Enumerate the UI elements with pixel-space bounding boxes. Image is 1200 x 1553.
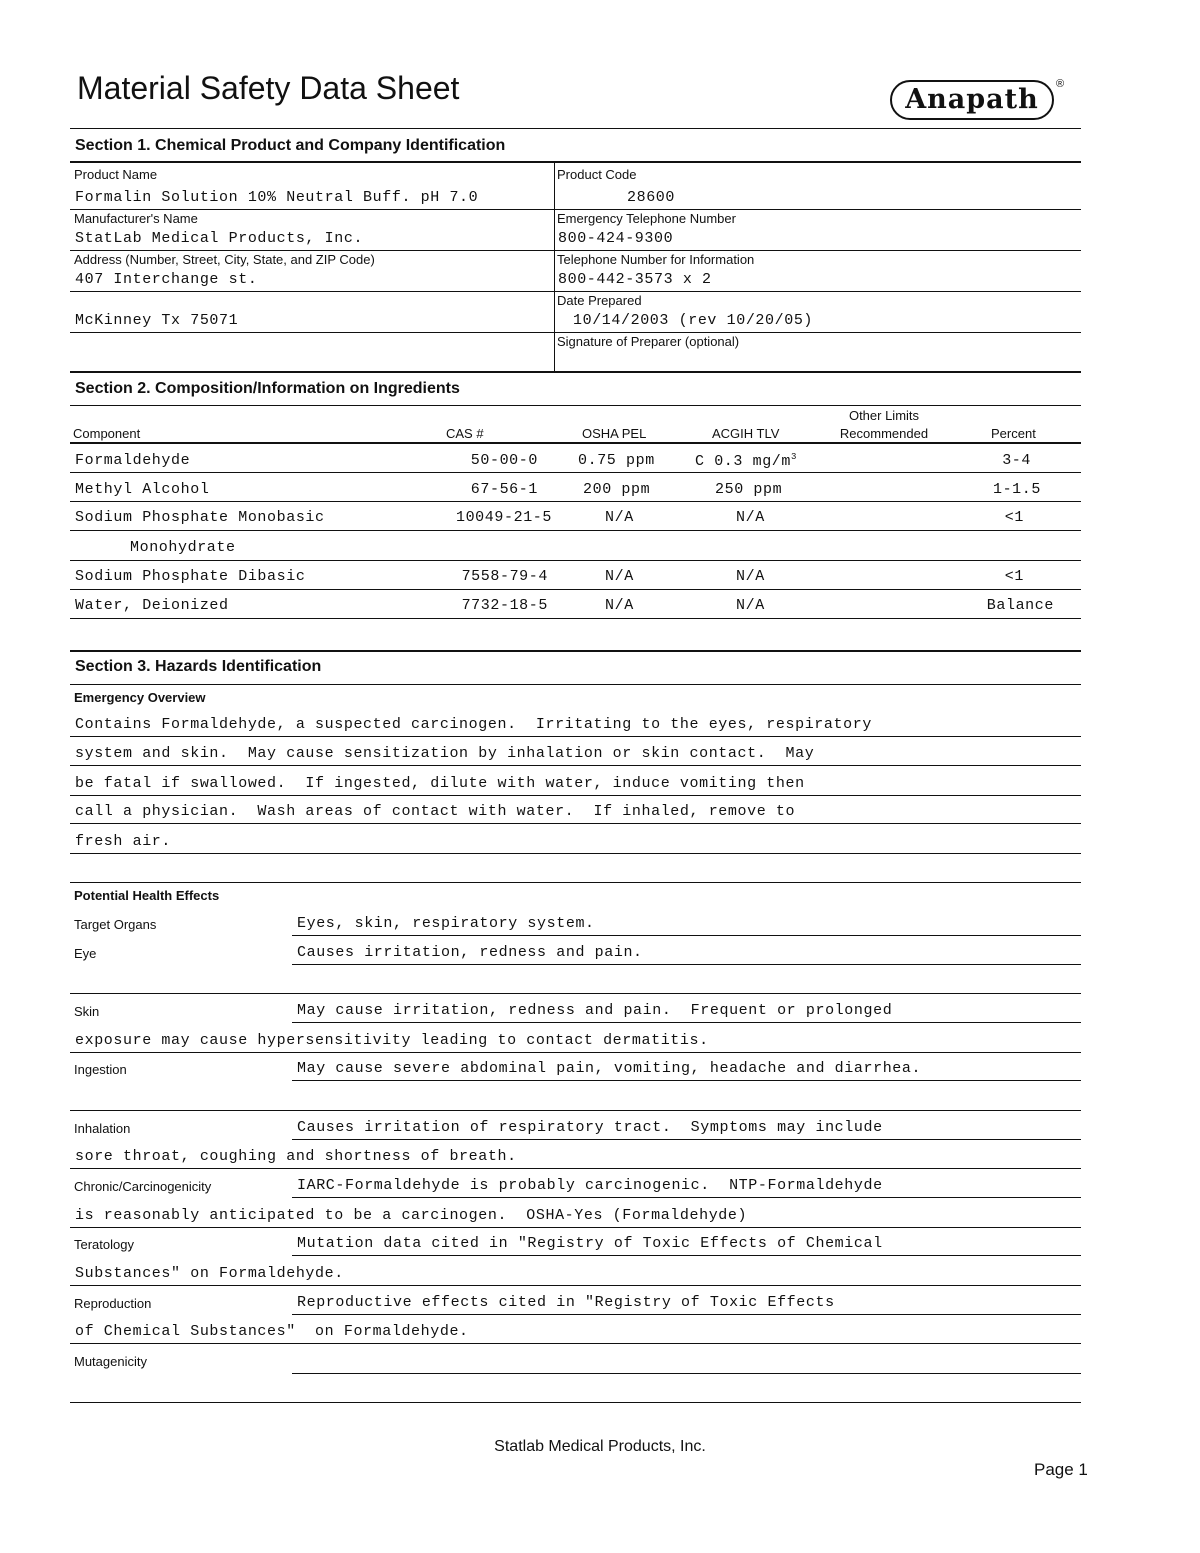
teratology-label: Teratology [74,1237,134,1252]
divider [70,795,1081,796]
cell-acgih: N/A [736,568,765,585]
divider [292,1255,1081,1256]
divider [70,1168,1081,1169]
teratology-value: Mutation data cited in "Registry of Toxic Effects of Chemical [297,1235,883,1252]
cell-acgih: 250 ppm [715,481,783,498]
divider [70,128,1081,129]
col-acgih: ACGIH TLV [712,426,780,441]
page-title: Material Safety Data Sheet [77,70,460,106]
anapath-logo: Anapath [890,80,1054,120]
divider [70,1227,1081,1228]
inhalation-value-cont: sore throat, coughing and shortness of breath. [75,1148,517,1165]
col-osha: OSHA PEL [582,426,647,441]
eye-value: Causes irritation, redness and pain. [297,944,643,961]
divider [70,765,1081,766]
date-prepared-label: Date Prepared [557,293,642,308]
registered-mark: ® [1056,78,1065,90]
manufacturer-value: StatLab Medical Products, Inc. [75,230,364,247]
divider [70,650,1081,652]
cell-percent: <1 [1004,568,1024,585]
cell-acgih: N/A [736,509,765,526]
divider [70,560,1081,561]
divider [70,405,1081,406]
col-other-line1: Other Limits [848,408,920,423]
manufacturer-label: Manufacturer's Name [74,211,198,226]
chronic-value: IARC-Formaldehyde is probably carcinogenic. NTP-Formaldehyde [297,1177,883,1194]
reproduction-value-cont: of Chemical Substances" on Formaldehyde. [75,1323,469,1340]
product-name-label: Product Name [74,167,158,182]
divider [70,618,1081,619]
divider [70,882,1081,883]
divider [70,853,1081,854]
ingestion-value: May cause severe abdominal pain, vomiting, headache and diarrhea. [297,1060,922,1077]
info-phone-value: 800-442-3573 x 2 [558,271,712,288]
overview-line: system and skin. May cause sensitization by inhalation or skin contact. May [75,745,815,762]
product-code-label: Product Code [557,167,637,182]
divider [70,823,1081,824]
col-component: Component [73,426,141,441]
cell-cas: 50-00-0 [470,452,538,469]
divider [70,1110,1081,1111]
divider [70,684,1081,685]
reproduction-value: Reproductive effects cited in "Registry of Toxic Effects [297,1294,835,1311]
potential-health-effects-label: Potential Health Effects [74,888,220,903]
divider [70,250,1081,251]
divider [70,1285,1081,1286]
cell-osha: N/A [605,597,634,614]
reproduction-label: Reproduction [74,1296,152,1311]
divider [70,371,1081,373]
cell-component: Sodium Phosphate Monobasic [75,509,325,526]
info-phone-label: Telephone Number for Information [557,252,755,267]
section1-heading: Section 1. Chemical Product and Company Identification [75,137,506,154]
address-line1: 407 Interchange st. [75,271,258,288]
signature-label: Signature of Preparer (optional) [557,334,740,349]
divider [70,501,1081,502]
ingestion-label: Ingestion [74,1062,127,1077]
page-number: Page 1 [1034,1460,1088,1479]
col-percent: Percent [991,426,1036,441]
product-code-value: 28600 [627,189,676,206]
divider [292,935,1081,936]
divider [70,161,1081,163]
address-line2: McKinney Tx 75071 [75,312,239,329]
target-organs-label: Target Organs [74,917,157,932]
cell-component: Formaldehyde [75,452,191,469]
cell-component: Monohydrate [130,539,236,556]
divider [70,442,1081,444]
divider [292,1080,1081,1081]
inhalation-value: Causes irritation of respiratory tract. Symptoms may include [297,1119,883,1136]
col-other-line2: Recommended [839,426,929,441]
divider [292,1314,1081,1315]
address-label: Address (Number, Street, City, State, and ZIP Code) [74,252,375,267]
divider [70,993,1081,994]
overview-line: be fatal if swallowed. If ingested, dilute with water, induce vomiting then [75,775,805,792]
divider [70,291,1081,292]
target-organs-value: Eyes, skin, respiratory system. [297,915,595,932]
divider [70,589,1081,590]
cell-percent: <1 [1004,509,1024,526]
product-name-value: Formalin Solution 10% Neutral Buff. pH 7.0 [75,189,479,206]
divider [70,736,1081,737]
cell-percent: 3-4 [1002,452,1031,469]
divider [70,472,1081,473]
cell-osha: 200 ppm [583,481,651,498]
cell-cas: 7558-79-4 [461,568,548,585]
cell-osha: N/A [605,509,634,526]
mutagenicity-label: Mutagenicity [74,1354,147,1369]
cell-cas: 10049-21-5 [455,509,552,526]
skin-label: Skin [74,1004,100,1019]
divider [292,1139,1081,1140]
overview-line: fresh air. [75,833,172,850]
cell-acgih: N/A [736,597,765,614]
divider [70,332,1081,333]
cell-component: Methyl Alcohol [75,481,210,498]
chronic-label: Chronic/Carcinogenicity [74,1179,212,1194]
skin-value: May cause irritation, redness and pain. Frequent or prolonged [297,1002,893,1019]
chronic-value-cont: is reasonably anticipated to be a carcinogen. OSHA-Yes (Formaldehyde) [75,1207,748,1224]
divider [70,209,1081,210]
divider [292,1022,1081,1023]
overview-line: Contains Formaldehyde, a suspected carcinogen. Irritating to the eyes, respiratory [75,716,872,733]
cell-osha: 0.75 ppm [578,452,655,469]
col-cas: CAS # [446,426,484,441]
inhalation-label: Inhalation [74,1121,131,1136]
cell-component: Water, Deionized [75,597,229,614]
emergency-overview-label: Emergency Overview [74,690,206,705]
divider [70,530,1081,531]
section3-heading: Section 3. Hazards Identification [75,658,322,675]
footer-company: Statlab Medical Products, Inc. [494,1438,706,1455]
divider [292,1197,1081,1198]
cell-osha: N/A [605,568,634,585]
overview-line: call a physician. Wash areas of contact with water. If inhaled, remove to [75,803,796,820]
date-prepared-value: 10/14/2003 (rev 10/20/05) [573,312,814,329]
eye-label: Eye [74,946,97,961]
column-divider [554,162,555,372]
section2-heading: Section 2. Composition/Information on Ingredients [75,380,460,397]
cell-cas: 7732-18-5 [461,597,548,614]
skin-value-cont: exposure may cause hypersensitivity leading to contact dermatitis. [75,1032,709,1049]
divider [292,964,1081,965]
cell-acgih: C 0.3 $mg/m^3$ [695,452,798,470]
divider [292,1373,1081,1374]
divider [70,1402,1081,1403]
cell-cas: 67-56-1 [470,481,538,498]
divider [70,1052,1081,1053]
cell-percent: Balance [986,597,1054,614]
cell-percent: 1-1.5 [992,481,1041,498]
cell-component: Sodium Phosphate Dibasic [75,568,306,585]
emergency-phone-label: Emergency Telephone Number [557,211,736,226]
teratology-value-cont: Substances" on Formaldehyde. [75,1265,344,1282]
divider [70,1343,1081,1344]
emergency-phone-value: 800-424-9300 [558,230,674,247]
